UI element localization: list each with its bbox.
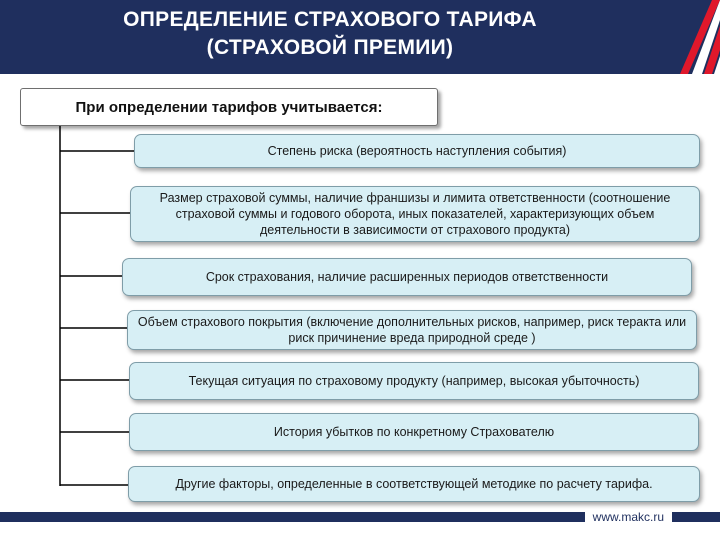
factor-box-insurance-term: Срок страхования, наличие расширенных периодов ответственности (122, 258, 692, 296)
factor-box-other-factors: Другие факторы, определенные в соответствующей методике по расчету тарифа. (128, 466, 700, 502)
title-line-1: ОПРЕДЕЛЕНИЕ СТРАХОВОГО ТАРИФА (123, 8, 537, 31)
stripes-logo-icon (664, 0, 720, 74)
factor-box-current-situation: Текущая ситуация по страховому продукту (например, высокая убыточность) (129, 362, 699, 400)
factor-box-coverage-scope: Объем страхового покрытия (включение дополнительных рисков, например, риск теракта или риск причинение вреда природной среде ) (127, 310, 697, 350)
footer-url: www.makc.ru (585, 509, 672, 525)
header-bar (0, 0, 720, 74)
factor-box-sum-insured: Размер страховой суммы, наличие франшизы и лимита ответственности (соотношение страховой суммы и годового оборота, иных показателей, характеризующих объем деятельности в зависимости от страхового продукта) (130, 186, 700, 242)
factor-box-loss-history: История убытков по конкретному Страхователю (129, 413, 699, 451)
title-line-2: (СТРАХОВОЙ ПРЕМИИ) (206, 36, 454, 59)
page-title (0, 6, 660, 62)
root-box: При определении тарифов учитывается: (20, 88, 438, 126)
factor-box-risk-degree: Степень риска (вероятность наступления события) (134, 134, 700, 168)
